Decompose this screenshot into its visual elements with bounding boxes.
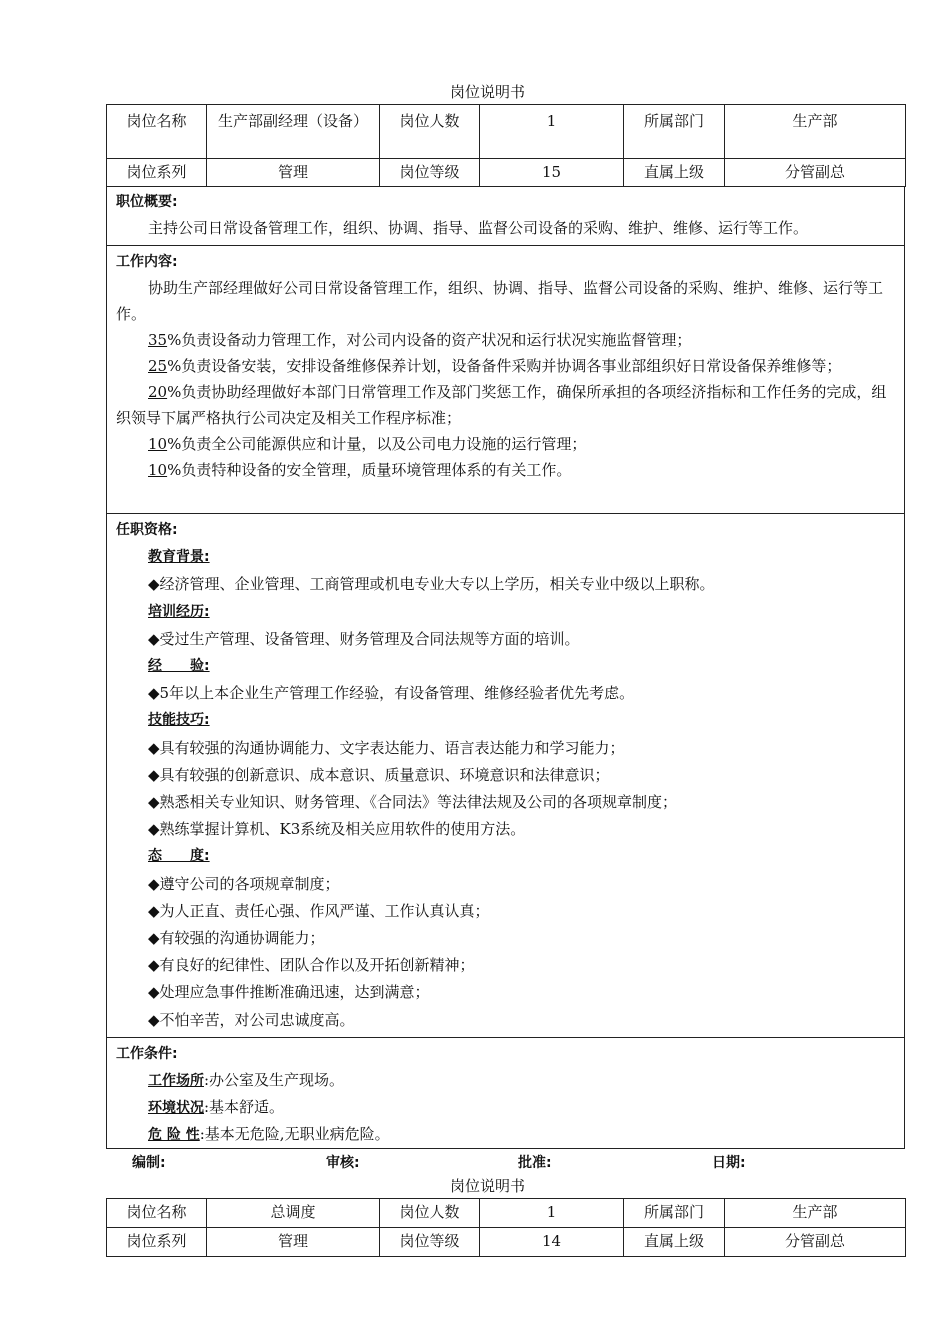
education-item: ◆经济管理、企业管理、工商管理或机电专业大专以上学历，相关专业中级以上职称。	[148, 575, 715, 594]
work-item	[116, 379, 896, 431]
value-supervisor: 分管副总	[725, 1228, 906, 1257]
work-item-percent: 25	[148, 357, 168, 375]
label-headcount: 岗位人数	[380, 105, 480, 159]
work-item	[116, 327, 896, 353]
label-job-series: 岗位系列	[107, 1228, 207, 1257]
signoff-review: 审核:	[326, 1155, 360, 1171]
condition-label: 危 险 性	[148, 1127, 200, 1143]
attitude-label: 态 度:	[148, 848, 210, 865]
value-headcount: 1	[480, 105, 624, 159]
experience-label: 经 验:	[148, 658, 210, 675]
value-department: 生产部	[725, 1199, 906, 1228]
value-supervisor: 分管副总	[725, 159, 906, 187]
conditions-heading: 工作条件:	[116, 1046, 178, 1062]
skills-item: ◆具有较强的创新意识、成本意识、质量意识、环境意识和法律意识；	[148, 765, 610, 784]
attitude-item: ◆为人正直、责任心强、作风严谨、工作认真认真；	[148, 901, 490, 920]
education-label: 教育背景:	[148, 549, 210, 566]
label-job-name: 岗位名称	[107, 105, 207, 159]
condition-label: 环境状况	[148, 1100, 204, 1116]
overview-heading: 职位概要:	[116, 194, 178, 210]
condition-value: :基本舒适。	[204, 1098, 285, 1116]
condition-value: :办公室及生产现场。	[204, 1071, 345, 1089]
document-title: 岗位说明书	[449, 83, 525, 101]
attitude-item: ◆有较强的沟通协调能力；	[148, 929, 325, 948]
condition-item	[148, 1121, 896, 1148]
work-intro: 协助生产部经理做好公司日常设备管理工作，组织、协调、指导、监督公司设备的采购、维护、维修、运行等工作。	[116, 279, 884, 323]
work-heading: 工作内容:	[116, 254, 178, 270]
skills-item: ◆熟练掌握计算机、K3系统及相关应用软件的使用方法。	[148, 820, 526, 839]
skills-item: ◆具有较强的沟通协调能力、文字表达能力、语言表达能力和学习能力；	[148, 738, 625, 757]
skills-item: ◆熟悉相关专业知识、财务管理、《合同法》等法律法规及公司的各项规章制度；	[148, 793, 678, 812]
document-title: 岗位说明书	[449, 1177, 525, 1195]
work-item-percent: 10	[148, 435, 168, 453]
value-job-name: 总调度	[207, 1199, 380, 1228]
attitude-item: ◆不怕辛苦，对公司忠诚度高。	[148, 1010, 355, 1029]
work-item	[116, 457, 896, 483]
value-department: 生产部	[725, 105, 906, 159]
label-job-name: 岗位名称	[107, 1199, 207, 1228]
condition-item	[148, 1067, 896, 1094]
work-item	[116, 431, 896, 457]
label-job-grade: 岗位等级	[380, 159, 480, 187]
signoff-compile: 编制:	[132, 1155, 166, 1171]
work-item-percent: 35	[148, 331, 168, 349]
work-content-section	[106, 246, 905, 514]
value-job-grade: 15	[480, 159, 624, 187]
work-item-percent: 20	[148, 383, 168, 401]
condition-label: 工作场所	[148, 1073, 204, 1089]
training-label: 培训经历:	[148, 603, 210, 620]
attitude-item: ◆遵守公司的各项规章制度；	[148, 874, 340, 893]
work-conditions-section	[106, 1038, 905, 1149]
value-headcount: 1	[480, 1199, 624, 1228]
job-info-table	[106, 104, 906, 187]
work-item-text: %负责全公司能源供应和计量，以及公司电力设施的运行管理；	[167, 435, 587, 453]
work-item-text: %负责协助经理做好本部门日常管理工作及部门奖惩工作，确保所承担的各项经济指标和工作任务的完成，组织领导下属严格执行公司决定及相关工作程序标准；	[116, 383, 887, 427]
attitude-item: ◆处理应急事件推断准确迅速，达到满意；	[148, 983, 430, 1002]
work-item-text: %负责特种设备的安全管理，质量环境管理体系的有关工作。	[167, 461, 572, 479]
label-supervisor: 直属上级	[624, 159, 725, 187]
label-department: 所属部门	[624, 1199, 725, 1228]
condition-value: :基本无危险,无职业病危险。	[199, 1125, 390, 1143]
value-job-grade: 14	[480, 1228, 624, 1257]
job-info-table	[106, 1198, 906, 1257]
work-item-text: %负责设备安装，安排设备维修保养计划，设备备件采购并协调各事业部组织好日常设备保养维修等；	[167, 357, 842, 375]
signoff-row	[0, 1152, 950, 1172]
label-department: 所属部门	[624, 105, 725, 159]
qualification-heading: 任职资格:	[116, 522, 178, 538]
training-item: ◆受过生产管理、设备管理、财务管理及合同法规等方面的培训。	[148, 629, 580, 648]
work-item-text: %负责设备动力管理工作，对公司内设备的资产状况和运行状况实施监督管理；	[167, 331, 692, 349]
value-job-series: 管理	[207, 159, 380, 187]
label-job-grade: 岗位等级	[380, 1228, 480, 1257]
label-job-series: 岗位系列	[107, 159, 207, 187]
value-job-name: 生产部副经理（设备）	[207, 105, 380, 159]
attitude-item: ◆有良好的纪律性、团队合作以及开拓创新精神；	[148, 956, 475, 975]
signoff-date: 日期:	[712, 1155, 746, 1171]
work-item-percent: 10	[148, 461, 168, 479]
qualification-section	[106, 514, 905, 1038]
label-supervisor: 直属上级	[624, 1228, 725, 1257]
overview-text: 主持公司日常设备管理工作，组织、协调、指导、监督公司设备的采购、维护、维修、运行等工作。	[148, 219, 809, 237]
skills-label: 技能技巧:	[148, 712, 210, 729]
signoff-approve: 批准:	[518, 1155, 552, 1171]
work-item	[116, 353, 896, 379]
value-job-series: 管理	[207, 1228, 380, 1257]
experience-item: ◆5年以上本企业生产管理工作经验，有设备管理、维修经验者优先考虑。	[148, 684, 635, 703]
overview-section	[106, 186, 905, 246]
label-headcount: 岗位人数	[380, 1199, 480, 1228]
condition-item	[148, 1094, 896, 1121]
